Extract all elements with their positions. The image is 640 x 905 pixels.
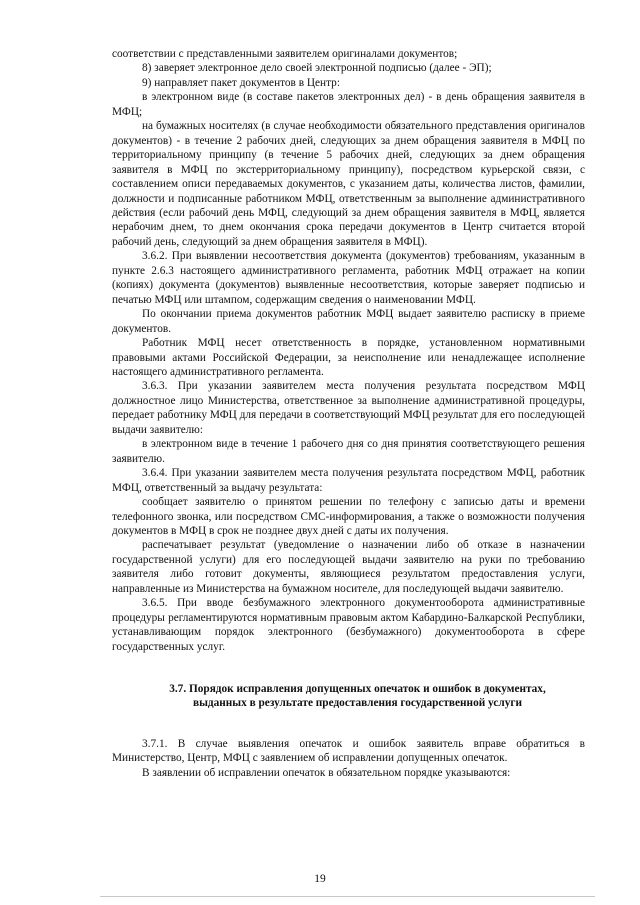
paragraph: 3.6.4. При указании заявителем места получения результата посредством МФЦ, работник МФЦ, ответственный за выдачу результата: (112, 467, 585, 494)
page-number: 19 (314, 873, 326, 885)
paragraph: в электронном виде в течение 1 рабочего дня со дня принятия соответствующего решения заявителю. (112, 438, 585, 465)
section-heading (112, 682, 585, 711)
paragraph: 3.6.2. При выявлении несоответствия документа (документов) требованиям, указанным в пункте 2.6.3 настоящего административного регламента, работник МФЦ отражает на копии (копиях) документа (документов) выявленные несоответствия, которые заверяет подписью и печатью МФЦ или штампом, содержащим сведения о наименовании МФЦ. (112, 250, 585, 306)
paragraph: По окончании приема документов работник МФЦ выдает заявителю расписку в приеме документов. (112, 308, 585, 335)
paragraph: 9) направляет пакет документов в Центр: (142, 76, 340, 89)
paragraph: на бумажных носителях (в случае необходимости обязательного представления оригиналов документов) - в течение 2 рабочих дней, следующих за днем обращения заявителя в МФЦ по территориальному принципу (в течение 5 рабочих дней, следующих за днем обращения заявителя в МФЦ по экстерриториальному принципу), посредством курьерской связи, с составлением описи передаваемых документов, с указанием даты, количества листов, фамилии, должности и подписанные работником МФЦ, ответственным за выполнение административного действия (если рабочий день МФЦ, следующий за днем обращения заявителя в МФЦ, является нерабочим днем, то днем окончания срока передачи документов в Центр считается второй рабочий день, следующий за днем обращения заявителя в МФЦ). (112, 120, 585, 248)
paragraph: В заявлении об исправлении опечаток в обязательном порядке указываются: (142, 766, 511, 779)
section-heading-line: выданных в результате предоставления государственной услуги (193, 697, 522, 710)
section-heading-line: 3.7. Порядок исправления допущенных опечаток и ошибок в документах, (169, 683, 546, 696)
paragraph: 3.6.5. При вводе безбумажного электронного документооборота административные процедуры регламентируются нормативным правовым актом Кабардино-Балкарской Республики, устанавливающим порядок электронного (безбумажного) документооборота в сфере государственных услуг. (112, 597, 585, 653)
bottom-divider (100, 896, 595, 897)
body-text (112, 47, 585, 780)
paragraph: сообщает заявителю о принятом решении по телефону с записью даты и времени телефонного звонка, или посредством СМС-информирования, а также о возможности получения документов в МФЦ в срок не позднее двух дней с даты их получения. (112, 496, 585, 537)
paragraph: 3.6.3. При указании заявителем места получения результата посредством МФЦ должностное лицо Министерства, ответственное за выполнение административной процедуры, передает работнику МФЦ для передачи в соответствующий МФЦ результат для его последующей выдачи заявителю: (112, 380, 585, 436)
paragraph: Работник МФЦ несет ответственность в порядке, установленном нормативными правовыми актами Российской Федерации, за неисполнение или ненадлежащее исполнение настоящего административного регламента. (112, 337, 585, 378)
paragraph: распечатывает результат (уведомление о назначении либо об отказе в назначении государственной услуги) для его последующей выдачи заявителю на руки по требованию заявителя либо готовит документы, являющиеся результатом предоставления услуги, направленные из Министерства на бумажном носителе, для последующей выдачи заявителю. (112, 539, 585, 595)
paragraph: 8) заверяет электронное дело своей электронной подписью (далее - ЭП); (142, 62, 492, 75)
paragraph: соответствии с представленными заявителем оригиналами документов; (112, 48, 458, 60)
paragraph: 3.7.1. В случае выявления опечаток и ошибок заявитель вправе обратиться в Министерство, Центр, МФЦ с заявлением об исправлении допущенных опечаток. (112, 737, 585, 765)
paragraph: в электронном виде (в составе пакетов электронных дел) - в день обращения заявителя в МФЦ; (112, 91, 585, 118)
